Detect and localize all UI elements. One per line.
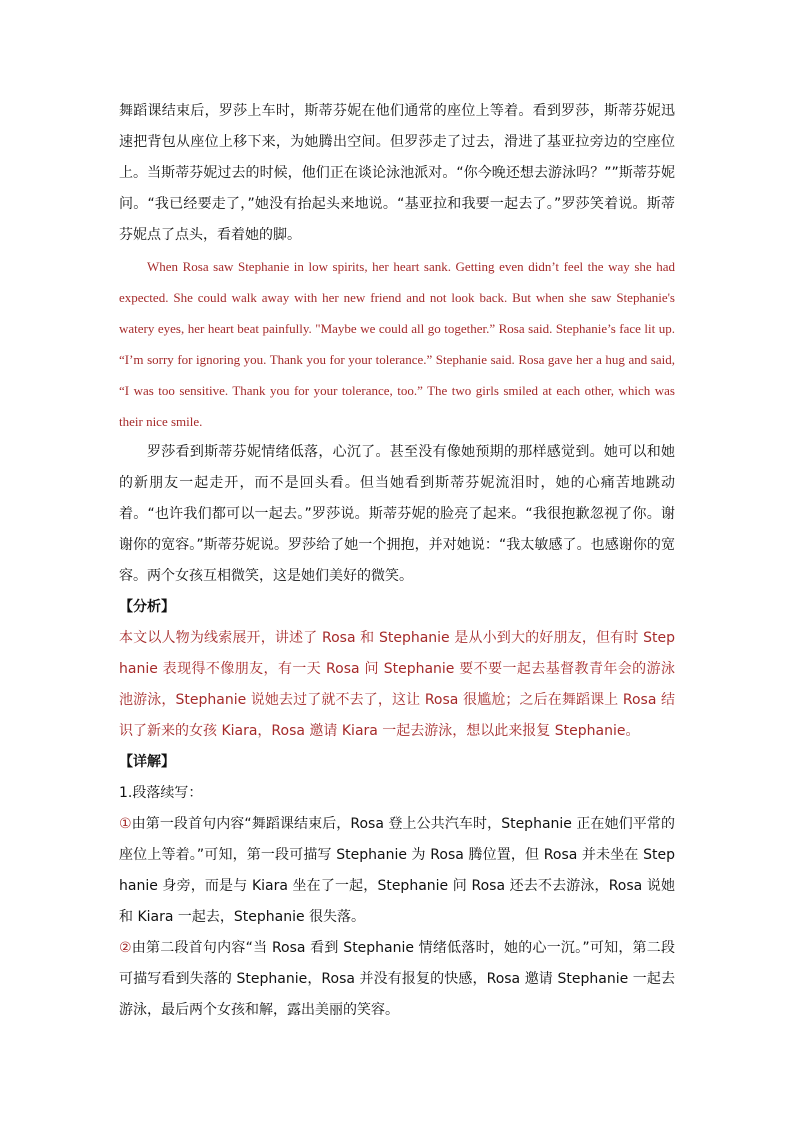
detail-point-1 — [119, 809, 675, 933]
analysis-text: 本文以人物为线索展开，讲述了 Rosa 和 Stephanie 是从小到大的好朋友，但有时 Stephanie 表现得不像朋友，有一天 Rosa 问 Stephanie 要不要一起去基督教青年会的游泳池游泳，Stephanie 说她去过了就不去了，这让 Rosa 很尴尬；之后在舞蹈课上 Rosa 结识了新来的女孩 Kiara，Rosa 邀请 Kiara 一起去游泳，想以此来报复 Stephanie。 — [119, 630, 675, 739]
point-2-text: 由第二段首句内容“当 Rosa 看到 Stephanie 情绪低落时，她的心一沉。”可知，第二段可描写看到失落的 Stephanie，Rosa 并没有报复的快感，Rosa 邀请 Stephanie 一起去游泳，最后两个女孩和解，露出美丽的笑容。 — [119, 940, 675, 1018]
point-2-marker: ② — [119, 940, 132, 956]
english-continuation-paragraph: When Rosa saw Stephanie in low spirits, her heart sank. Getting even didn’t feel the way she had expected. She could walk away with her new friend and not look back. But when she saw Stephanie's watery eyes, her heart beat painfully. "Maybe we could all go together.” Rosa said. Stephanie’s face lit up. “I’m sorry for ignoring you. Thank you for your tolerance.” Stephanie said. Rosa gave her a hug and said, “I was too sensitive. Thank you for your tolerance, too.” The two girls smiled at each other, which was their nice smile. — [119, 259, 675, 429]
point-1-text: 由第一段首句内容“舞蹈课结束后，Rosa 登上公共汽车时，Stephanie 正在她们平常的座位上等着。”可知，第一段可描写 Stephanie 为 Rosa 腾位置，但 Rosa 并未坐在 Stephanie 身旁，而是与 Kiara 坐在了一起，Stephanie 问 Rosa 还去不去游泳，Rosa 说她和 Kiara 一起去，Stephanie 很失落。 — [119, 816, 675, 925]
detail-subheading: 1.段落续写： — [119, 785, 203, 801]
document-body — [119, 96, 675, 1026]
point-1-marker: ① — [119, 816, 132, 832]
detail-heading: 【详解】 — [119, 754, 175, 770]
analysis-heading: 【分析】 — [119, 599, 175, 615]
chinese-translation-paragraph-1: 舞蹈课结束后，罗莎上车时，斯蒂芬妮在他们通常的座位上等着。看到罗莎，斯蒂芬妮迅速把背包从座位上移下来，为她腾出空间。但罗莎走了过去，滑进了基亚拉旁边的空座位上。当斯蒂芬妮过去的时候，他们正在谈论泳池派对。“你今晚还想去游泳吗？””斯蒂芬妮问。“我已经要走了，”她没有抬起头来地说。“基亚拉和我要一起去了。”罗莎笑着说。斯蒂芬妮点了点头，看着她的脚。 — [119, 103, 675, 243]
chinese-translation-paragraph-2: 罗莎看到斯蒂芬妮情绪低落，心沉了。甚至没有像她预期的那样感觉到。她可以和她的新朋友一起走开，而不是回头看。但当她看到斯蒂芬妮流泪时，她的心痛苦地跳动着。“也许我们都可以一起去。”罗莎说。斯蒂芬妮的脸亮了起来。“我很抱歉忽视了你。谢谢你的宽容。”斯蒂芬妮说。罗莎给了她一个拥抱，并对她说：“我太敏感了。也感谢你的宽容。两个女孩互相微笑，这是她们美好的微笑。 — [119, 444, 675, 584]
detail-point-2 — [119, 933, 675, 1026]
